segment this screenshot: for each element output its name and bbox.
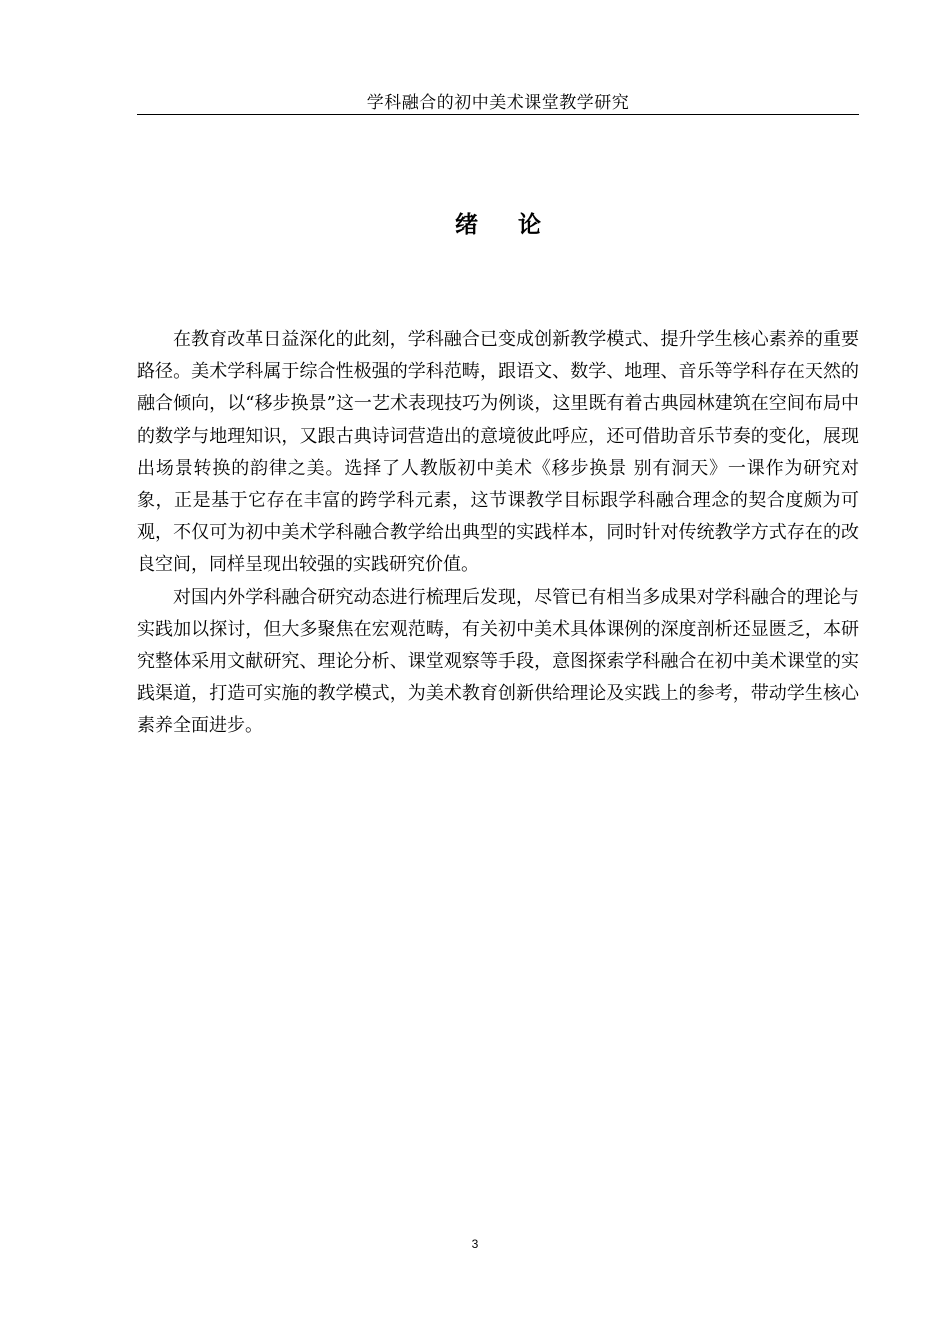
section-title: 绪论 — [455, 211, 581, 238]
paragraph-1: 在教育改革日益深化的此刻，学科融合已变成创新教学模式、提升学生核心素养的重要路径。美术学科属于综合性极强的学科范畴，跟语文、数学、地理、音乐等学科存在天然的融合倾向，以“移步换景”这一艺术表现技巧为例谈，这里既有着古典园林建筑在空间布局中的数学与地理知识，又跟古典诗词营造出的意境彼此呼应，还可借助音乐节奏的变化，展现出场景转换的韵律之美。选择了人教版初中美术《移步换景 别有洞天》一课作为研究对象，正是基于它存在丰富的跨学科元素，这节课教学目标跟学科融合理念的契合度颇为可观，不仅可为初中美术学科融合教学给出典型的实践样本，同时针对传统教学方式存在的改良空间，同样呈现出较强的实践研究价值。 — [137, 329, 859, 576]
paragraph-2: 对国内外学科融合研究动态进行梳理后发现，尽管已有相当多成果对学科融合的理论与实践加以探讨，但大多聚焦在宏观范畴，有关初中美术具体课例的深度剖析还显匮乏，本研究整体采用文献研究、理论分析、课堂观察等手段，意图探索学科融合在初中美术课堂的实践渠道，打造可实施的教学模式，为美术教育创新供给理论及实践上的参考，带动学生核心素养全面进步。 — [137, 586, 859, 737]
running-header: 学科融合的初中美术课堂教学研究 — [366, 93, 630, 113]
body-text — [137, 324, 859, 743]
page-number: 3 — [471, 1237, 479, 1251]
header-rule — [137, 114, 859, 115]
